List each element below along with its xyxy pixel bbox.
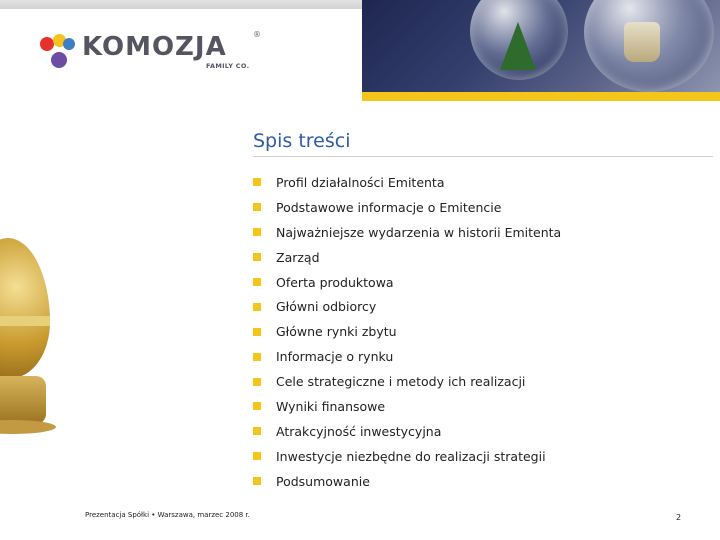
toc-item bbox=[253, 419, 561, 444]
table-of-contents bbox=[253, 170, 561, 494]
toc-item-label: Podsumowanie bbox=[276, 473, 370, 489]
square-bullet-icon bbox=[253, 328, 261, 336]
square-bullet-icon bbox=[253, 203, 261, 211]
toc-item-label: Podstawowe informacje o Emitencie bbox=[276, 199, 502, 215]
logo-dot-purple bbox=[51, 52, 67, 68]
toc-item-label: Atrakcyjność inwestycyjna bbox=[276, 423, 442, 439]
toc-item bbox=[253, 245, 561, 270]
logo-dot-red bbox=[40, 37, 54, 51]
toc-item bbox=[253, 469, 561, 494]
header-accent-bar bbox=[362, 92, 720, 101]
square-bullet-icon bbox=[253, 278, 261, 286]
square-bullet-icon bbox=[253, 303, 261, 311]
slide-title: Spis treści bbox=[253, 130, 351, 152]
square-bullet-icon bbox=[253, 402, 261, 410]
ship-ornament bbox=[624, 22, 660, 62]
toc-item bbox=[253, 319, 561, 344]
egg-stand bbox=[0, 376, 46, 424]
square-bullet-icon bbox=[253, 353, 261, 361]
toc-item bbox=[253, 344, 561, 369]
square-bullet-icon bbox=[253, 477, 261, 485]
christmas-tree-ornament bbox=[500, 22, 536, 70]
footer-caption: Prezentacja Spółki • Warszawa, marzec 2008 r. bbox=[85, 511, 250, 519]
logo-tagline: FAMILY CO. bbox=[206, 62, 250, 70]
toc-item-label: Cele strategiczne i metody ich realizacji bbox=[276, 374, 526, 390]
egg-base bbox=[0, 420, 56, 434]
header-photo-christmas-ornaments bbox=[362, 0, 720, 92]
toc-item-label: Wyniki finansowe bbox=[276, 398, 386, 414]
page-number: 2 bbox=[676, 513, 682, 522]
toc-item bbox=[253, 220, 561, 245]
toc-item-label: Główne rynki zbytu bbox=[276, 324, 397, 340]
square-bullet-icon bbox=[253, 378, 261, 386]
decorative-golden-egg bbox=[0, 238, 58, 448]
toc-item bbox=[253, 195, 561, 220]
registered-mark: ® bbox=[253, 30, 261, 39]
toc-item-label: Profil działalności Emitenta bbox=[276, 174, 445, 190]
logo-dot-blue bbox=[63, 38, 75, 50]
toc-item-label: Informacje o rynku bbox=[276, 349, 394, 365]
toc-item bbox=[253, 394, 561, 419]
logo-wordmark: KOMOZJA bbox=[82, 32, 227, 62]
toc-item-label: Oferta produktowa bbox=[276, 274, 394, 290]
egg-band bbox=[0, 316, 50, 326]
toc-item bbox=[253, 170, 561, 195]
title-divider bbox=[253, 156, 713, 157]
toc-item-label: Inwestycje niezbędne do realizacji strategii bbox=[276, 448, 546, 464]
egg-shell bbox=[0, 238, 50, 378]
toc-item-label: Najważniejsze wydarzenia w historii Emitenta bbox=[276, 224, 562, 240]
toc-item bbox=[253, 444, 561, 469]
toc-item-label: Zarząd bbox=[276, 249, 320, 265]
company-logo bbox=[40, 30, 270, 76]
square-bullet-icon bbox=[253, 253, 261, 261]
square-bullet-icon bbox=[253, 228, 261, 236]
toc-item bbox=[253, 294, 561, 319]
toc-item bbox=[253, 270, 561, 295]
square-bullet-icon bbox=[253, 178, 261, 186]
toc-item-label: Główni odbiorcy bbox=[276, 299, 377, 315]
top-gray-rule bbox=[0, 0, 362, 9]
square-bullet-icon bbox=[253, 427, 261, 435]
square-bullet-icon bbox=[253, 452, 261, 460]
toc-item bbox=[253, 369, 561, 394]
